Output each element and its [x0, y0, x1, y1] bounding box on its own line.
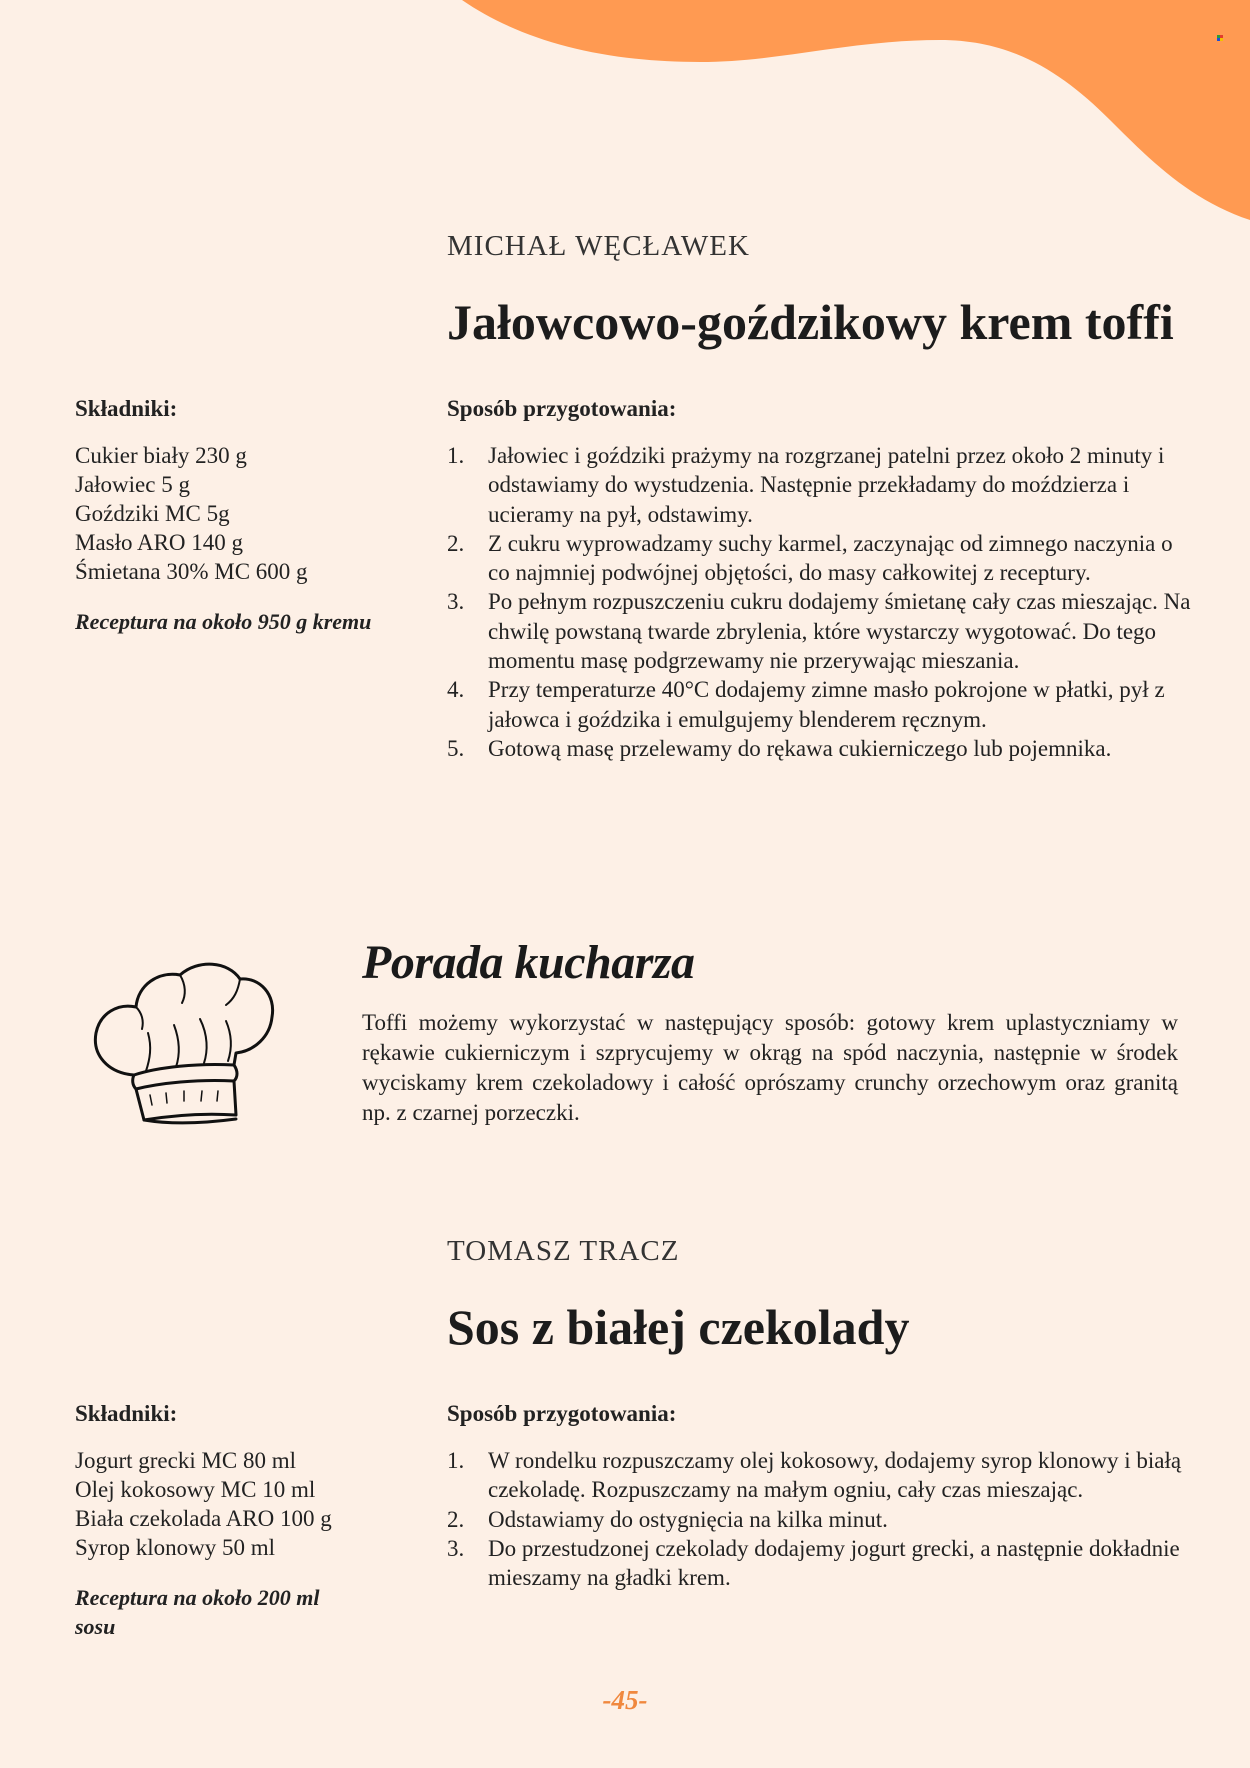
- ingredient-item: Olej kokosowy MC 10 ml: [75, 1477, 316, 1502]
- step-item: [447, 675, 1192, 734]
- step-number: 5.: [447, 735, 465, 761]
- step-text: Po pełnym rozpuszczeniu cukru dodajemy śmietanę cały czas mieszając. Na chwilę powstaną twarde zbrylenia, które wystarczy wygotować. Do tego momentu masę podgrzewamy nie przerywając mieszania.: [488, 589, 1191, 674]
- step-item: [447, 734, 1192, 763]
- ingredient-item: Biała czekolada ARO 100 g: [75, 1506, 332, 1531]
- ingredient-item: Syrop klonowy 50 ml: [75, 1535, 275, 1560]
- step-text: Jałowiec i goździki prażymy na rozgrzanej patelni przez około 2 minuty i odstawiamy do wystudzenia. Następnie przekładamy do moździerza i ucieramy na pył, odstawimy.: [488, 443, 1165, 527]
- step-number: 3.: [447, 589, 465, 615]
- tip-text: Toffi możemy wykorzystać w następujący sposób: gotowy krem uplastyczniamy w rękawie cukierniczym i szprycujemy w okrąg na spód naczynia, następnie w środek wyciskamy krem czekoladowy i całość oprószamy crunchy orzechowym oraz granitą np. z czarnej porzeczki.: [362, 1010, 1178, 1125]
- ingredient-item: Jogurt grecki MC 80 ml: [75, 1448, 297, 1473]
- step-text: Do przestudzonej czekolady dodajemy jogurt grecki, a następnie dokładnie mieszamy na gładki krem.: [488, 1535, 1180, 1591]
- ingredients-list: [75, 441, 308, 586]
- step-number: 1.: [447, 1448, 465, 1473]
- step-number: 3.: [447, 1535, 465, 1561]
- steps-heading: Sposób przygotowania:: [447, 1401, 677, 1426]
- color-marker: [1217, 35, 1224, 42]
- steps-heading: Sposób przygotowania:: [447, 396, 677, 421]
- step-item: [447, 529, 1192, 588]
- ingredient-item: Śmietana 30% MC 600 g: [75, 559, 308, 584]
- step-number: 4.: [447, 677, 465, 703]
- steps-list: [447, 441, 1192, 763]
- ingredient-item: Jałowiec 5 g: [75, 472, 190, 497]
- step-number: 1.: [447, 443, 465, 468]
- step-item: [447, 441, 1192, 529]
- ingredient-item: Cukier biały 230 g: [75, 443, 247, 468]
- recipe-yield: Receptura na około 200 ml sosu: [75, 1585, 320, 1639]
- step-number: 2.: [447, 1506, 465, 1532]
- ingredients-heading: Składniki:: [75, 396, 178, 421]
- step-text: Z cukru wyprowadzamy suchy karmel, zaczynając od zimnego naczynia o co najmniej podwójnej objętości, do masy całkowitej z receptury.: [488, 530, 1173, 586]
- recipe-author: MICHAŁ WĘCŁAWEK: [447, 230, 750, 262]
- step-item: [447, 1446, 1192, 1505]
- step-text: Gotową masę przelewamy do rękawa cukierniczego lub pojemnika.: [488, 735, 1112, 761]
- step-item: [447, 1534, 1192, 1593]
- decorative-blob: [0, 0, 1250, 230]
- tip-title: Porada kucharza: [362, 936, 695, 989]
- steps-list: [447, 1446, 1192, 1592]
- chef-hat-icon: [88, 955, 278, 1125]
- recipe-author: TOMASZ TRACZ: [447, 1235, 680, 1267]
- step-item: [447, 1505, 1192, 1534]
- page-number: -45-: [602, 1685, 648, 1715]
- recipe-title: Sos z białej czekolady: [447, 1299, 910, 1355]
- step-text: Odstawiamy do ostygnięcia na kilka minut.: [488, 1506, 888, 1532]
- step-item: [447, 587, 1192, 675]
- step-text: W rondelku rozpuszczamy olej kokosowy, dodajemy syrop klonowy i białą czekoladę. Rozpuszczamy na małym ogniu, cały czas mieszając.: [488, 1448, 1182, 1503]
- ingredient-item: Goździki MC 5g: [75, 501, 230, 526]
- ingredients-heading: Składniki:: [75, 1401, 178, 1426]
- ingredients-list: [75, 1446, 332, 1562]
- step-number: 2.: [447, 530, 465, 556]
- recipe-title: Jałowcowo-goździkowy krem toffi: [447, 294, 1174, 350]
- ingredient-item: Masło ARO 140 g: [75, 530, 244, 555]
- step-text: Przy temperaturze 40°C dodajemy zimne masło pokrojone w płatki, pył z jałowca i goździka i emulgujemy blenderem ręcznym.: [488, 677, 1165, 732]
- recipe-yield: Receptura na około 950 g kremu: [75, 609, 372, 634]
